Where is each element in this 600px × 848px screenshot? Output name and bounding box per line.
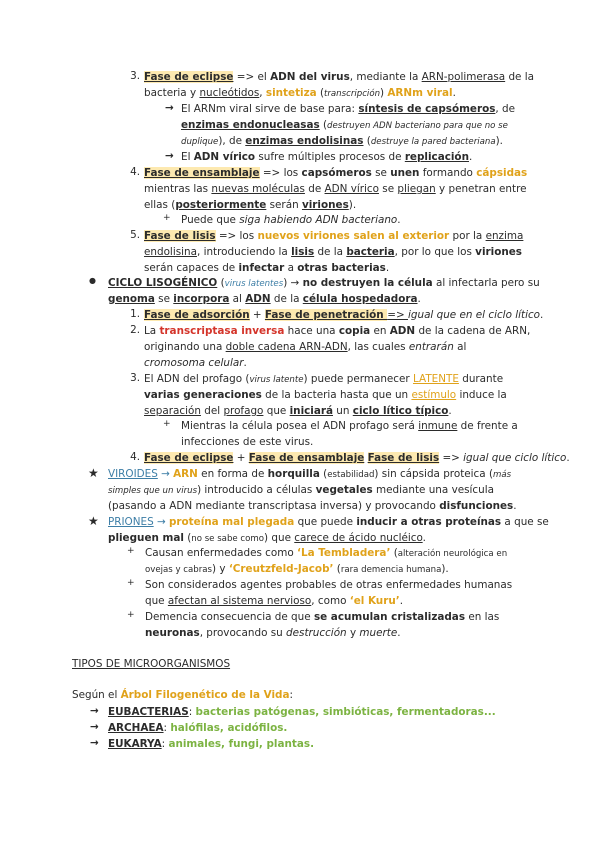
lisogenico-line-1: CICLO LISOGÉNICO (virus latentes) → no destruyen la célula al infectarla pero su	[108, 277, 540, 289]
list-item-eukarya: EUKARYA: animales, fungi, plantas.	[108, 738, 315, 750]
viroides-line-3: (pasando a ADN mediante transcriptasa inversa) y provocando disfunciones.	[108, 500, 517, 512]
priones-line-2: plieguen mal (no se sabe como) que carece de ácido nucléico.	[108, 532, 426, 544]
arrow-icon: →	[90, 737, 99, 749]
lisis-line-1: Fase de lisis => los nuevos viriones salen al exterior por la enzima	[144, 230, 524, 242]
eclipse-sub-1c: duplique), de enzimas endolisinas (destruye la pared bacteriana).	[181, 135, 503, 147]
tipos-intro: Según el Árbol Filogenético de la Vida:	[72, 689, 293, 701]
star-icon: ★	[88, 514, 99, 528]
priones-point-1-line-1: Causan enfermedades como ‘La Tembladera’ (alteración neurológica en	[145, 547, 508, 559]
priones-point-2-line-1: Son considerados agentes probables de otras enfermedades humanas	[145, 579, 513, 591]
eclipse-sub-2: El ADN vírico sufre múltiples procesos de replicación.	[181, 151, 473, 163]
priones-point-2-line-2: que afectan al sistema nervioso, como ‘el Kuru’.	[145, 595, 403, 607]
viroides-line-1: VIROIDES → ARN en forma de horquilla (estabilidad) sin cápsida proteica (más	[108, 468, 512, 480]
lisogenico-step-4: Fase de eclipse + Fase de ensamblaje Fase de lisis => igual que ciclo lítico.	[144, 452, 570, 464]
plus-icon: +	[127, 578, 135, 588]
arrow-icon: →	[165, 102, 174, 114]
lisogenico-line-2: genoma se incorpora al ADN de la célula hospedadora.	[108, 293, 421, 305]
lisogenico-step-3-line-2: varias generaciones de la bacteria hasta que un estímulo induce la	[144, 389, 507, 401]
lisogenico-step-2-line-1: La transcriptasa inversa hace una copia en ADN de la cadena de ARN,	[144, 325, 531, 337]
list-number: 5.	[130, 229, 140, 241]
bullet-icon: ●	[89, 276, 96, 285]
ensamblaje-line-1: Fase de ensamblaje => los capsómeros se unen formando cápsidas	[144, 167, 528, 179]
lisogenico-step-3-sub-2: infecciones de este virus.	[181, 436, 314, 448]
list-number: 3.	[130, 70, 140, 82]
list-number: 4.	[130, 166, 140, 178]
star-icon: ★	[88, 466, 99, 480]
lisogenico-step-2-line-2: originando una doble cadena ARN-ADN, las cuales entrarán al	[144, 341, 467, 353]
eclipse-line-1: Fase de eclipse => el ADN del virus, mediante la ARN-polimerasa de la	[144, 71, 535, 83]
plus-icon: +	[163, 419, 171, 429]
list-number: 3.	[130, 372, 140, 384]
lisogenico-step-3-line-1: El ADN del profago (virus latente) puede permanecer LATENTE durante	[144, 373, 504, 385]
lisogenico-step-2-line-3: cromosoma celular.	[144, 357, 247, 369]
lisis-line-3: serán capaces de infectar a otras bacterias.	[144, 262, 390, 274]
lisis-line-2: endolisina, introduciendo la lisis de la bacteria, por lo que los viriones	[144, 246, 522, 258]
eclipse-line-2: bacteria y nucleótidos, sintetiza (transcripción) ARNm viral.	[144, 87, 456, 99]
viroides-line-2: simples que un virus) introducido a células vegetales mediante una vesícula	[108, 484, 494, 496]
eclipse-sub-1b: enzimas endonucleasas (destruyen ADN bacteriano para que no se	[181, 119, 508, 131]
lisogenico-step-3-line-3: separación del profago que iniciará un ciclo lítico típico.	[144, 405, 452, 417]
ensamblaje-sub: Puede que siga habiendo ADN bacteriano.	[181, 214, 401, 226]
plus-icon: +	[127, 610, 135, 620]
ensamblaje-line-2: mientras las nuevas moléculas de ADN vírico se pliegan y penetran entre	[144, 183, 527, 195]
priones-point-3-line-1: Demencia consecuencia de que se acumulan cristalizadas en las	[145, 611, 500, 623]
lisogenico-step-1: Fase de adsorción + Fase de penetración => igual que en el ciclo lítico.	[144, 309, 544, 321]
priones-point-3-line-2: neuronas, provocando su destrucción y muerte.	[145, 627, 401, 639]
lisogenico-step-3-sub-1: Mientras la célula posea el ADN profago será inmune de frente a	[181, 420, 518, 432]
arrow-icon: →	[90, 705, 99, 717]
section-heading: TIPOS DE MICROORGANISMOS	[72, 658, 231, 670]
plus-icon: +	[127, 546, 135, 556]
ensamblaje-line-3: ellas (posteriormente serán viriones).	[144, 199, 357, 211]
priones-point-1-line-2: ovejas y cabras) y ‘Creutzfeld-Jacob’ (rara demencia humana).	[145, 563, 449, 575]
list-number: 2.	[130, 324, 140, 336]
plus-icon: +	[163, 213, 171, 223]
arrow-icon: →	[165, 150, 174, 162]
eclipse-sub-1: El ARNm viral sirve de base para: síntesis de capsómeros, de	[181, 103, 516, 115]
list-item-archaea: ARCHAEA: halófilas, acidófilos.	[108, 722, 288, 734]
list-number: 4.	[130, 451, 140, 463]
list-number: 1.	[130, 308, 140, 320]
priones-line-1: PRIONES → proteína mal plegada que puede inducir a otras proteínas a que se	[108, 516, 549, 528]
arrow-icon: →	[90, 721, 99, 733]
list-item-eubacterias: EUBACTERIAS: bacterias patógenas, simbióticas, fermentadoras...	[108, 706, 496, 718]
